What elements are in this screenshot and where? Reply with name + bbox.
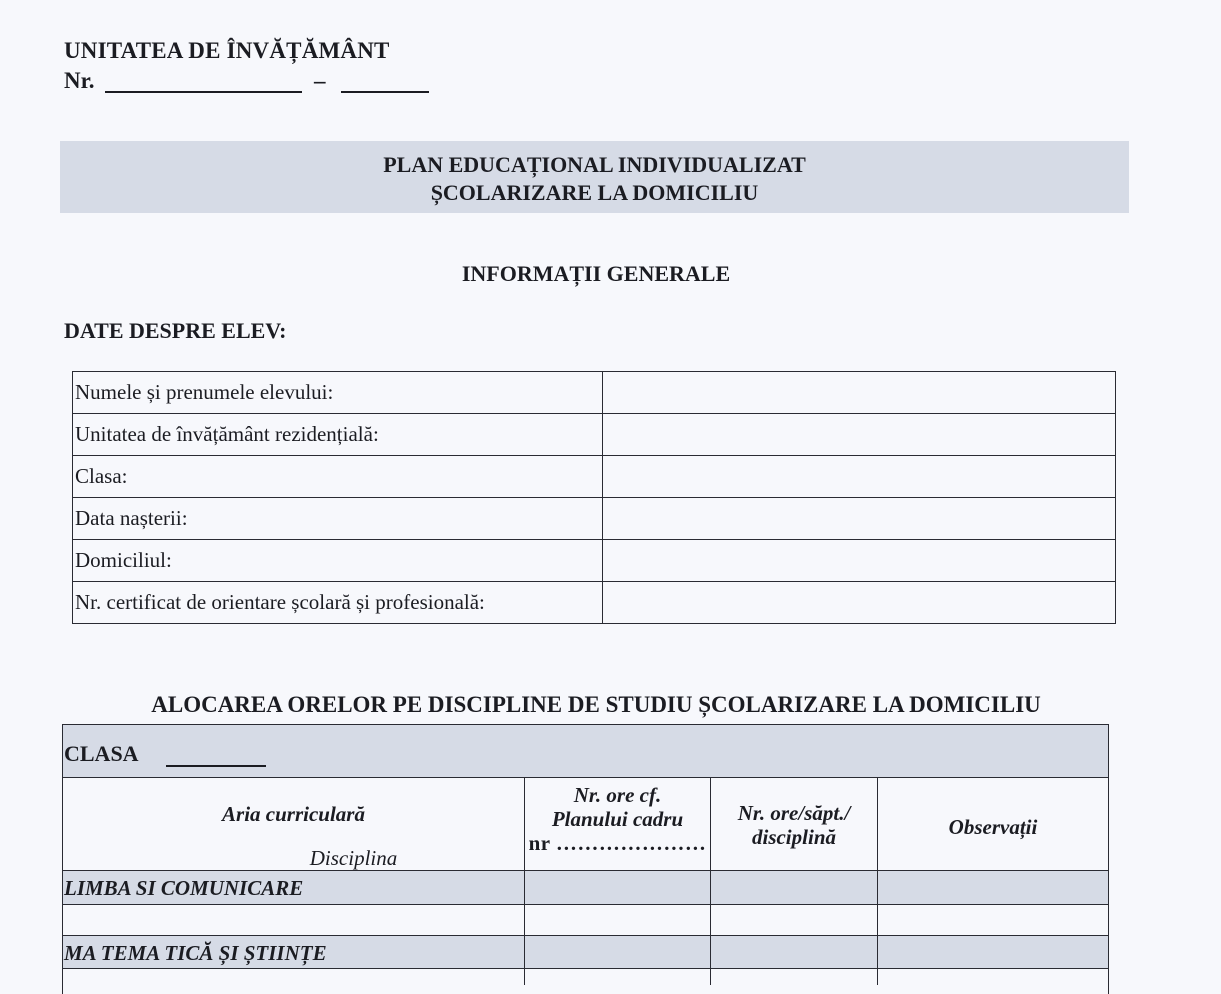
field-label: Numele și prenumele elevului: (73, 372, 603, 414)
document-title-line2: ȘCOLARIZARE LA DOMICILIU (430, 180, 759, 205)
section-language: LIMBA SI COMUNICARE (64, 876, 304, 900)
registration-date-field[interactable] (341, 91, 429, 93)
document-title-banner (60, 141, 1129, 213)
field-label: Clasa: (73, 456, 603, 498)
field-value-cell[interactable] (603, 540, 1116, 582)
col-header-hours (711, 801, 877, 849)
col-header-plan (525, 783, 710, 855)
general-info-heading: INFORMAȚII GENERALE (461, 261, 731, 286)
field-value-cell[interactable] (603, 372, 1116, 414)
allocation-heading: ALOCAREA ORELOR PE DISCIPLINE DE STUDIU ȘCOLARIZARE LA DOMICILIU (151, 692, 1041, 717)
col-header-discipline: Disciplina (309, 846, 398, 870)
registration-number-field[interactable] (105, 91, 302, 93)
document-title-line1: PLAN EDUCAȚIONAL INDIVIDUALIZAT (383, 152, 806, 177)
row-divider (62, 968, 1109, 969)
table-row (73, 498, 1116, 540)
field-value-cell[interactable] (603, 414, 1116, 456)
field-label: Unitatea de învățământ rezidențială: (73, 414, 603, 456)
table-row (73, 540, 1116, 582)
registration-dash: – (314, 68, 326, 93)
student-data-table (72, 371, 1116, 624)
field-label: Nr. certificat de orientare școlară și profesională: (73, 582, 603, 624)
table-row (73, 414, 1116, 456)
col-header-plan-line1: Nr. ore cf. (573, 783, 662, 807)
field-value-cell[interactable] (603, 498, 1116, 540)
class-label: CLASA (64, 741, 139, 766)
registration-number-label: Nr. (64, 68, 95, 93)
field-label: Domiciliul: (73, 540, 603, 582)
col-header-plan-line2: Planului cadru (551, 807, 684, 831)
class-field[interactable] (166, 765, 266, 767)
table-row (73, 456, 1116, 498)
table-row (73, 372, 1116, 414)
column-divider (877, 777, 878, 985)
row-divider (62, 935, 1109, 936)
section-math: MA TEMA TICĂ ȘI ȘTIINȚE (64, 941, 327, 965)
col-header-area: Aria curriculară (222, 802, 365, 826)
field-value-cell[interactable] (603, 582, 1116, 624)
col-header-observations: Observații (948, 815, 1038, 839)
col-header-hours-line2: disciplină (751, 825, 836, 849)
row-divider (62, 777, 1109, 778)
col-header-plan-line3: nr ………………… (528, 831, 707, 855)
school-unit-heading: UNITATEA DE ÎNVĂȚĂMÂNT (64, 38, 390, 63)
student-data-heading: DATE DESPRE ELEV: (64, 318, 287, 343)
row-divider (62, 904, 1109, 905)
field-label: Data nașterii: (73, 498, 603, 540)
col-header-hours-line1: Nr. ore/săpt./ (737, 801, 851, 825)
field-value-cell[interactable] (603, 456, 1116, 498)
table-row (73, 582, 1116, 624)
